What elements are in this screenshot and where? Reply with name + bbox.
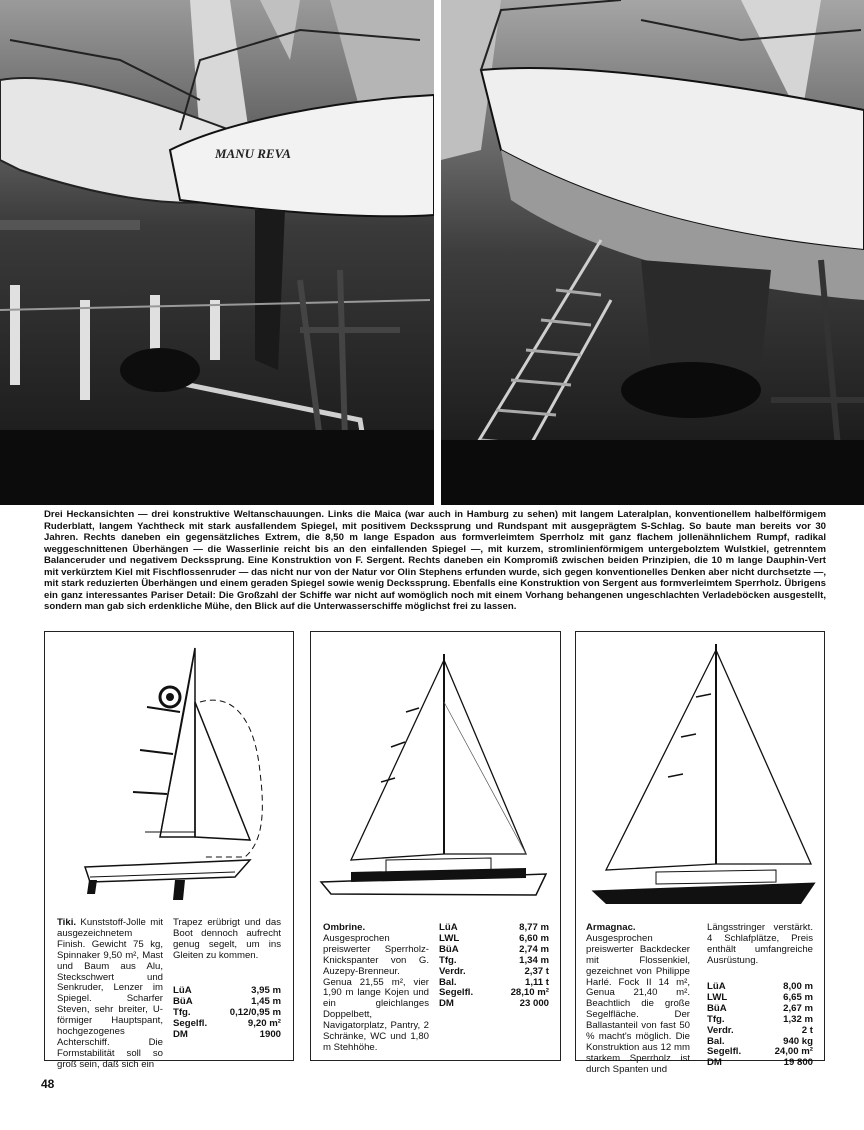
armagnac-text-2: Längsstringer verstärkt. 4 Schlafplätze, Preis enthält umfangreiche Ausrüstung. <box>707 922 813 966</box>
spec-value: 2 t <box>801 1024 813 1036</box>
spec-value: 24,00 m² <box>774 1046 813 1058</box>
spec-label: Bal. <box>439 976 457 988</box>
spec-label: LüA <box>707 981 726 992</box>
spec-value: 6,60 m <box>519 932 549 944</box>
armagnac-name: Armagnac. <box>586 922 636 933</box>
spec-label: Bal. <box>707 1035 725 1047</box>
ombrine-name: Ombrine. <box>323 922 366 933</box>
spec-label: LWL <box>439 932 460 944</box>
tiki-spec-table <box>173 986 281 1041</box>
spec-row <box>173 1030 281 1041</box>
spec-label: Tfg. <box>439 954 457 966</box>
spec-value: 6,65 m <box>783 991 813 1003</box>
spec-label: DM <box>439 998 454 1010</box>
armagnac-text-1: Ausgesprochen preiswerter Backdecker mit Flossenkiel, gezeichnet von Philippe Harlé. Fock II 14 m², Genua 21,40 m². Beachtlich die große Segelfläche. Der Ballastanteil von fast 50 % macht's möglich. Die Konstruktion aus 12 mm starkem Sperrholz ist durch Spanten und <box>586 932 690 1075</box>
spec-label: BüA <box>173 995 193 1007</box>
spec-value: 1,34 m <box>519 954 549 966</box>
spec-value: 1,45 m <box>251 995 281 1007</box>
spec-label: Tfg. <box>707 1013 725 1025</box>
spec-label: Tfg. <box>173 1006 191 1018</box>
page-number: 48 <box>41 1077 55 1091</box>
spec-value: 2,67 m <box>783 1002 813 1014</box>
spec-value: 28,10 m² <box>510 987 549 999</box>
tiki-description-cont <box>173 918 281 962</box>
spec-label: LüA <box>173 985 192 996</box>
spec-value: 2,37 t <box>524 965 549 977</box>
spec-label: BüA <box>439 943 459 955</box>
spec-label: Verdr. <box>707 1024 734 1036</box>
ombrine-text: Ausgesprochen preiswerter Sperrholz-Knickspanter von G. Auzepy-Brenneur. Genua 21,55 m², vier 1,90 m lange Kojen und ein gleichlanges Doppelbett, Navigatorplatz, Pantry, 2 Schränke, WC und 1,80 m Stehhöhe. <box>323 932 429 1053</box>
spec-label: Verdr. <box>439 965 466 977</box>
spec-value: 8,77 m <box>519 922 549 933</box>
spec-value: 23 000 <box>519 998 549 1010</box>
spec-row <box>707 1015 813 1026</box>
spec-value: 8,00 m <box>783 981 813 992</box>
spec-label: BüA <box>707 1002 727 1014</box>
spec-value: 0,12/0,95 m <box>229 1006 281 1018</box>
tiki-description <box>57 918 163 1071</box>
tiki-text-1: Kunststoff-Jolle mit ausgezeichnetem Finish. Gewicht 75 kg, Spinnaker 9,50 m², Mast und Baum aus Alu, Steckschwert und Senkruder, Lenzer im Spiegel. Scharfer Steven, sehr breiter, U-förmiger Hauptspant, hochgezogenes Achterschiff. Die Formstabilität soll so groß sein, daß sich ein <box>57 917 164 1070</box>
photo-caption <box>44 509 826 613</box>
spec-label: DM <box>173 1028 188 1040</box>
caption-text: Drei Heckansichten — drei konstruktive Weltanschauungen. Links die Maica (war auch in Hamburg zu sehen) mit langem Lateralplan, konventionellem halbelförmigem Ruderblatt, langem Yachtheck mit stark ausfallendem Spiegel, mit positivem Deckssprung und Rundspant mit ausgeprägtem S-Schlag. So baute man bereits vor 30 Jahren. Rechts daneben ein gegensätzliches Extrem, die 8,50 m lange Espadon aus formverleimtem Sperrholz mit ganz flachem jollenähnlichem Rumpf, radikal weggeschnittenen Überhängen — die Wasserlinie reicht bis an den einfallenden Spiegel —, mit kurzem, stromlinienförmigem untergebolztem Wulstkiel, getrenntem Balanceruder und negativem Deckssprung. Eine Konstruktion von F. Sergent. Rechts daneben ein Kompromiß zwischen beiden Prinzipien, die 10 m lange Dauphin-Vert mit verkürztem Kiel mit Fischflossenruder — das nicht nur von der Natur vor Olin Stephens erfunden wurde, sich gegen konventionelles Denken aber nicht durchsetzte —, mit stark reduzierten Überhängen und einem geraden Spiegel sowie wenig Deckssprung. Ebenfalls eine Konstruktion von Sergent aus formverleimtem Sperrholz. Übrigens ein ganz interessantes Pariser Detail: Die Großzahl der Schiffe war nicht auf womöglich noch mit einem Vorhang behangenen ungeschlachten Verladeböcken ausgestellt, sondern man gab sich erdenkliche Mühe, den Blick auf die Unterwasserschiffe möglichst frei zu lassen. <box>44 509 826 612</box>
spec-value: 3,95 m <box>251 985 281 996</box>
spec-value: 9,20 m² <box>247 1017 281 1029</box>
ombrine-spec-table <box>439 923 549 1010</box>
spec-value: 19 800 <box>783 1057 813 1069</box>
ombrine-description <box>323 923 429 1054</box>
ombrine-sail-plan-drawing <box>311 632 560 904</box>
spec-value: 1,32 m <box>783 1013 813 1025</box>
tiki-name: Tiki. <box>57 917 77 928</box>
spec-value: 1900 <box>259 1028 281 1040</box>
spec-row <box>707 1026 813 1037</box>
stern-name-text: MANU REVA <box>215 146 291 161</box>
spec-value: 940 kg <box>783 1035 813 1047</box>
spec-value: 1,11 t <box>524 976 549 988</box>
armagnac-description-cont <box>707 923 813 967</box>
spec-label: DM <box>707 1057 722 1069</box>
spec-label: LüA <box>439 922 458 933</box>
armagnac-spec-table <box>707 982 813 1069</box>
spec-value: 2,74 m <box>519 943 549 955</box>
spec-label: LWL <box>707 991 728 1003</box>
photo-boat-sterns-right <box>441 0 864 505</box>
spec-row <box>439 999 549 1010</box>
spec-label: Segelfl. <box>173 1017 208 1029</box>
photo-left-image <box>0 0 434 505</box>
tiki-text-2: Trapez erübrigt und das Boot dennoch aufrecht genug segelt, um ins Gleiten zu kommen. <box>173 917 281 961</box>
tiki-sail-plan-drawing <box>45 632 293 904</box>
spec-label: Segelfl. <box>439 987 474 999</box>
photo-right-image <box>441 0 864 505</box>
spec-row <box>439 967 549 978</box>
armagnac-description <box>586 923 690 1076</box>
boat-card-armagnac <box>575 631 825 1075</box>
armagnac-sail-plan-drawing <box>576 632 824 904</box>
spec-row <box>173 1019 281 1030</box>
spec-row <box>707 1058 813 1069</box>
spec-label: Segelfl. <box>707 1046 742 1058</box>
boat-card-ombrine <box>310 631 561 1061</box>
boat-card-tiki <box>44 631 294 1070</box>
photo-boat-sterns-left <box>0 0 434 505</box>
spec-row <box>439 956 549 967</box>
